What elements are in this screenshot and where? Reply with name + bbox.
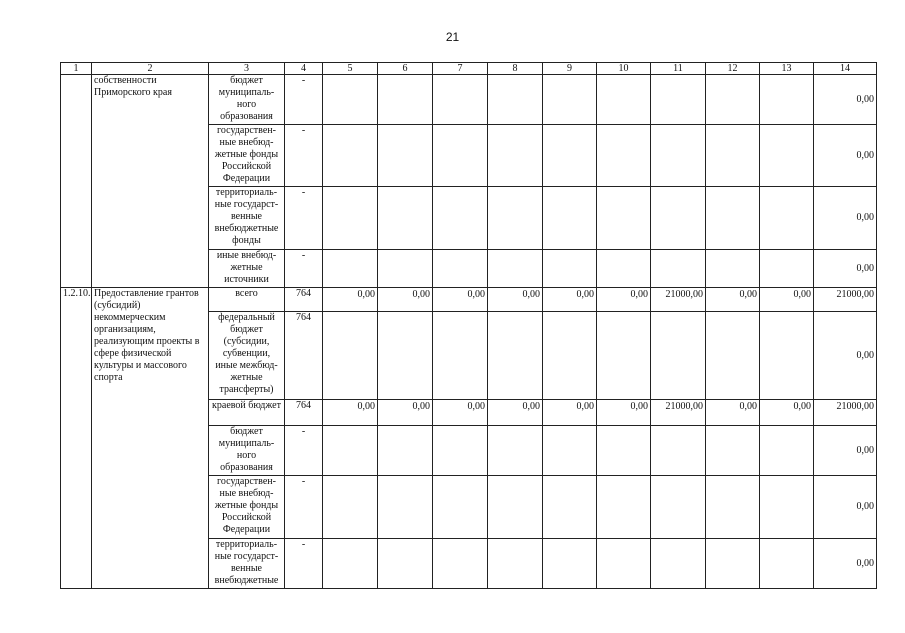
year-cell: 0,00 bbox=[378, 400, 433, 426]
budget-code: - bbox=[285, 187, 323, 250]
year-cell: 0,00 bbox=[433, 288, 488, 312]
funding-source: бюджет муниципаль-ного образования bbox=[209, 426, 285, 476]
year-cell: 0,00 bbox=[323, 400, 378, 426]
column-number: 8 bbox=[488, 63, 543, 75]
funding-source: государствен-ные внебюд-жетные фонды Российской Федерации bbox=[209, 476, 285, 539]
column-number: 3 bbox=[209, 63, 285, 75]
column-number: 14 bbox=[814, 63, 877, 75]
total-cell: 0,00 bbox=[814, 476, 877, 539]
funding-source: бюджет муниципаль-ного образования bbox=[209, 75, 285, 125]
year-cell: 0,00 bbox=[488, 288, 543, 312]
activity-name: собственности Приморского края bbox=[92, 75, 209, 288]
budget-code: 764 bbox=[285, 288, 323, 312]
budget-table bbox=[60, 62, 877, 589]
budget-code: - bbox=[285, 426, 323, 476]
column-number: 7 bbox=[433, 63, 488, 75]
year-cell: 0,00 bbox=[760, 400, 814, 426]
funding-source: иные внебюд-жетные источники bbox=[209, 250, 285, 288]
total-cell: 0,00 bbox=[814, 187, 877, 250]
total-cell: 0,00 bbox=[814, 539, 877, 589]
budget-code: - bbox=[285, 539, 323, 589]
total-cell: 21000,00 bbox=[814, 400, 877, 426]
total-cell: 0,00 bbox=[814, 426, 877, 476]
year-cell: 21000,00 bbox=[651, 400, 706, 426]
column-number: 11 bbox=[651, 63, 706, 75]
column-number: 9 bbox=[543, 63, 597, 75]
year-cell: 0,00 bbox=[433, 400, 488, 426]
column-number: 5 bbox=[323, 63, 378, 75]
column-number-row bbox=[61, 63, 877, 75]
year-cell: 0,00 bbox=[488, 400, 543, 426]
column-number: 10 bbox=[597, 63, 651, 75]
column-number: 12 bbox=[706, 63, 760, 75]
total-cell: 21000,00 bbox=[814, 288, 877, 312]
table-row bbox=[61, 288, 877, 312]
year-cell: 0,00 bbox=[597, 288, 651, 312]
budget-code: - bbox=[285, 476, 323, 539]
total-cell: 0,00 bbox=[814, 250, 877, 288]
budget-code: - bbox=[285, 125, 323, 187]
row-code: 1.2.10. bbox=[61, 288, 92, 589]
funding-source: территориаль-ные государст-венные внебюджетные фонды bbox=[209, 187, 285, 250]
year-cell: 0,00 bbox=[760, 288, 814, 312]
year-cell: 21000,00 bbox=[651, 288, 706, 312]
table-row bbox=[61, 75, 877, 125]
year-cell: 0,00 bbox=[543, 288, 597, 312]
funding-source: территориаль-ные государст-венные внебюджетные bbox=[209, 539, 285, 589]
year-cell: 0,00 bbox=[597, 400, 651, 426]
total-cell: 0,00 bbox=[814, 75, 877, 125]
funding-source: государствен-ные внебюд-жетные фонды Российской Федерации bbox=[209, 125, 285, 187]
funding-source: федеральный бюджет (субсидии, субвенции, иные межбюд-жетные трансферты) bbox=[209, 312, 285, 400]
funding-source: всего bbox=[209, 288, 285, 312]
total-cell: 0,00 bbox=[814, 125, 877, 187]
year-cell: 0,00 bbox=[706, 288, 760, 312]
year-cell: 0,00 bbox=[378, 288, 433, 312]
total-cell: 0,00 bbox=[814, 312, 877, 400]
budget-code: 764 bbox=[285, 312, 323, 400]
year-cell: 0,00 bbox=[706, 400, 760, 426]
funding-source: краевой бюджет bbox=[209, 400, 285, 426]
activity-name: Предоставление грантов (субсидий) некоммерческим организациям, реализующим проекты в сфере физической культуры и массового спорта bbox=[92, 288, 209, 589]
budget-code: - bbox=[285, 250, 323, 288]
year-cell: 0,00 bbox=[323, 288, 378, 312]
column-number: 2 bbox=[92, 63, 209, 75]
column-number: 13 bbox=[760, 63, 814, 75]
row-code bbox=[61, 75, 92, 288]
budget-code: 764 bbox=[285, 400, 323, 426]
column-number: 1 bbox=[61, 63, 92, 75]
budget-code: - bbox=[285, 75, 323, 125]
page-number: 21 bbox=[445, 30, 460, 44]
year-cell: 0,00 bbox=[543, 400, 597, 426]
column-number: 6 bbox=[378, 63, 433, 75]
column-number: 4 bbox=[285, 63, 323, 75]
